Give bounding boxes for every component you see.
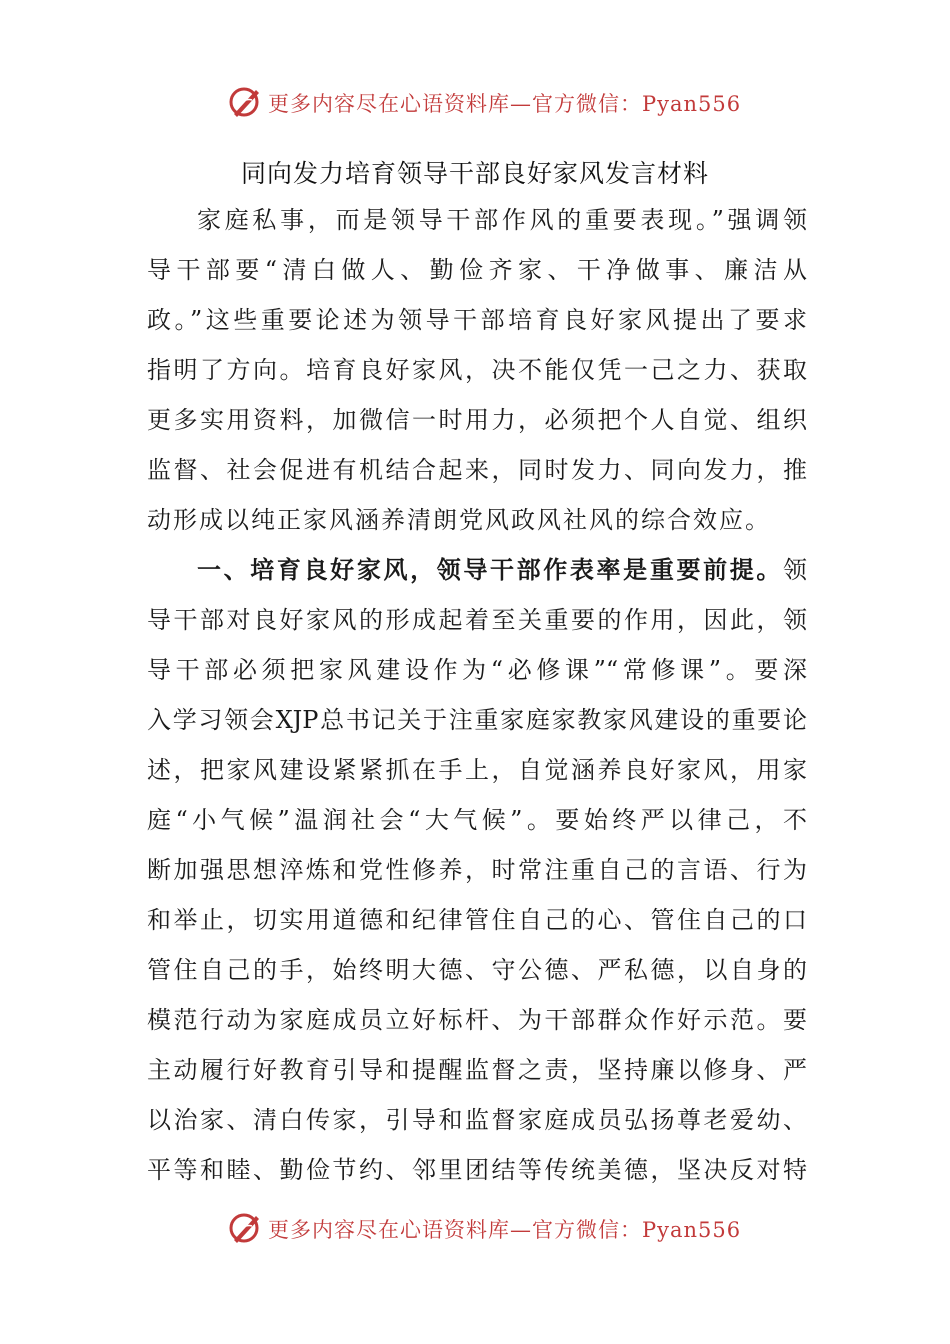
text-line: 更多实用资料，加微信一时用力，必须把个人自觉、组织 xyxy=(147,406,807,434)
text-line: 庭“小气候”温润社会“大气候”。要始终严以律己，不 xyxy=(147,806,807,834)
text-line: 模范行动为家庭成员立好标杆、为干部群众作好示范。要 xyxy=(147,1006,807,1034)
text-line: 监督、社会促进有机结合起来，同时发力、同向发力，推 xyxy=(147,456,807,484)
text-line: 导干部对良好家风的形成起着至关重要的作用，因此，领 xyxy=(147,606,807,634)
watermark-text: 更多内容尽在心语资料库—官方微信：Pyan556 xyxy=(268,1218,742,1242)
text-line: 入学习领会XJP总书记关于注重家庭家教家风建设的重要论 xyxy=(147,706,807,734)
text-line: 以治家、清白传家，引导和监督家庭成员弘扬尊老爱幼、 xyxy=(147,1106,807,1134)
document-title: 同向发力培育领导干部良好家风发言材料 xyxy=(240,159,709,188)
text-line: 主动履行好教育引导和提醒监督之责，坚持廉以修身、严 xyxy=(147,1056,807,1084)
text-line: 导干部必须把家风建设作为“必修课”“常修课”。要深 xyxy=(147,656,807,684)
text-line: 断加强思想淬炼和党性修养，时常注重自己的言语、行为 xyxy=(147,856,807,884)
text-line: 导干部要“清白做人、勤俭齐家、干净做事、廉洁从 xyxy=(147,256,807,284)
pen-logo-icon xyxy=(228,1210,264,1246)
watermark-banner-bottom xyxy=(0,1210,950,1250)
text-line: 家庭私事，而是领导干部作风的重要表现。”强调领 xyxy=(197,206,807,234)
section-heading: 一、培育良好家风，领导干部作表率是重要前提。 xyxy=(197,556,783,584)
watermark-banner-top xyxy=(0,84,950,124)
text-line: 述，把家风建设紧紧抓在手上，自觉涵养良好家风，用家 xyxy=(147,756,807,784)
text-line: 管住自己的手，始终明大德、守公德、严私德，以自身的 xyxy=(147,956,807,984)
text-line: 指明了方向。培育良好家风，决不能仅凭一己之力、获取 xyxy=(147,356,807,384)
section-heading-line: 一、培育良好家风，领导干部作表率是重要前提。领 xyxy=(197,556,807,584)
text-line: 和举止，切实用道德和纪律管住自己的心、管住自己的口 xyxy=(147,906,807,934)
text-line: 动形成以纯正家风涵养清朗党风政风社风的综合效应。 xyxy=(147,506,771,534)
watermark-text: 更多内容尽在心语资料库—官方微信：Pyan556 xyxy=(268,92,742,116)
text-line: 平等和睦、勤俭节约、邻里团结等传统美德，坚决反对特 xyxy=(147,1156,807,1184)
pen-logo-icon xyxy=(228,84,264,120)
text-line: 政。”这些重要论述为领导干部培育良好家风提出了要求 xyxy=(147,306,807,334)
